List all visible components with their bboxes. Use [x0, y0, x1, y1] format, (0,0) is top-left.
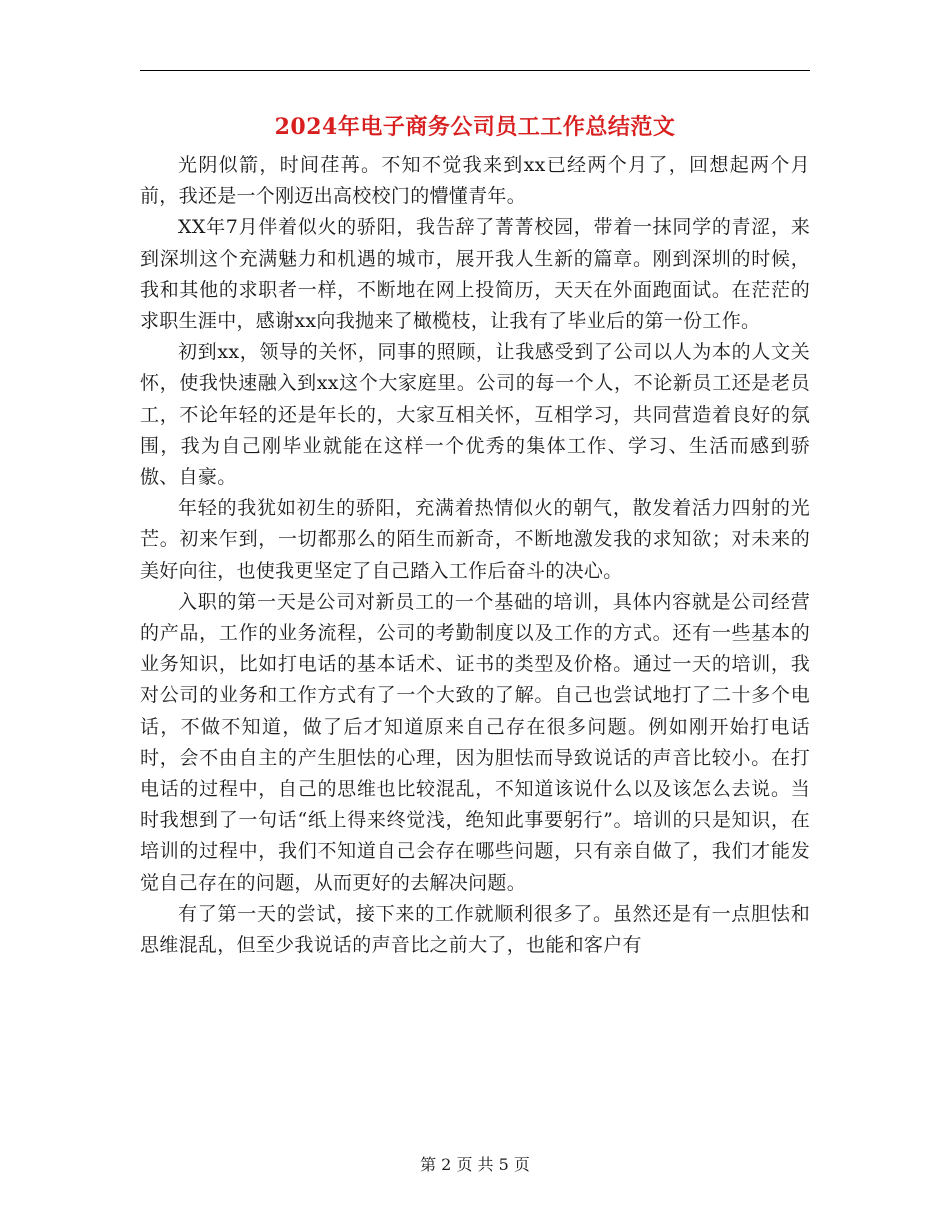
paragraph: 入职的第一天是公司对新员工的一个基础的培训，具体内容就是公司经营的产品，工作的业务流程，公司的考勤制度以及工作的方式。还有一些基本的业务知识，比如打电话的基本话术、证书的类型及价格。通过一天的培训，我对公司的业务和工作方式有了一个大致的了解。自己也尝试地打了二十多个电话，不做不知道，做了后才知道原来自己存在很多问题。例如刚开始打电话时，会不由自主的产生胆怯的心理，因为胆怯而导致说话的声音比较小。在打电话的过程中，自己的思维也比较混乱，不知道该说什么以及该怎么去说。当时我想到了一句话“纸上得来终觉浅，绝知此事要躬行”。培训的只是知识，在培训的过程中，我们不知道自己会存在哪些问题，只有亲自做了，我们才能发觉自己存在的问题，从而更好的去解决问题。	[140, 590, 810, 894]
document-title: 2024年电子商务公司员工工作总结范文	[274, 114, 676, 140]
document-body	[140, 150, 810, 961]
page-number-footer: 第 2 页 共 5 页	[420, 1155, 530, 1174]
paragraph: XX年7月伴着似火的骄阳，我告辞了菁菁校园，带着一抹同学的青涩，来到深圳这个充满魅力和机遇的城市，展开我人生新的篇章。刚到深圳的时候，我和其他的求职者一样，不断地在网上投简历，天天在外面跑面试。在茫茫的求职生涯中，感谢xx向我抛来了橄榄枝，让我有了毕业后的第一份工作。	[140, 216, 810, 333]
header-rule	[140, 70, 810, 71]
paragraph: 光阴似箭，时间荏苒。不知不觉我来到xx已经两个月了，回想起两个月前，我还是一个刚迈出高校校门的懵懂青年。	[140, 154, 810, 208]
paragraph: 年轻的我犹如初生的骄阳，充满着热情似火的朝气，散发着活力四射的光芒。初来乍到，一切都那么的陌生而新奇，不断地激发我的求知欲；对未来的美好向往，也使我更坚定了自己踏入工作后奋斗的决心。	[140, 497, 810, 582]
paragraph: 有了第一天的尝试，接下来的工作就顺利很多了。虽然还是有一点胆怯和思维混乱，但至少我说话的声音比之前大了，也能和客户有	[140, 902, 810, 957]
paragraph: 初到xx，领导的关怀，同事的照顾，让我感受到了公司以人为本的人文关怀，使我快速融入到xx这个大家庭里。公司的每一个人，不论新员工还是老员工，不论年轻的还是年长的，大家互相关怀，互相学习，共同营造着良好的氛围，我为自己刚毕业就能在这样一个优秀的集体工作、学习、生活而感到骄傲、自豪。	[140, 341, 810, 489]
